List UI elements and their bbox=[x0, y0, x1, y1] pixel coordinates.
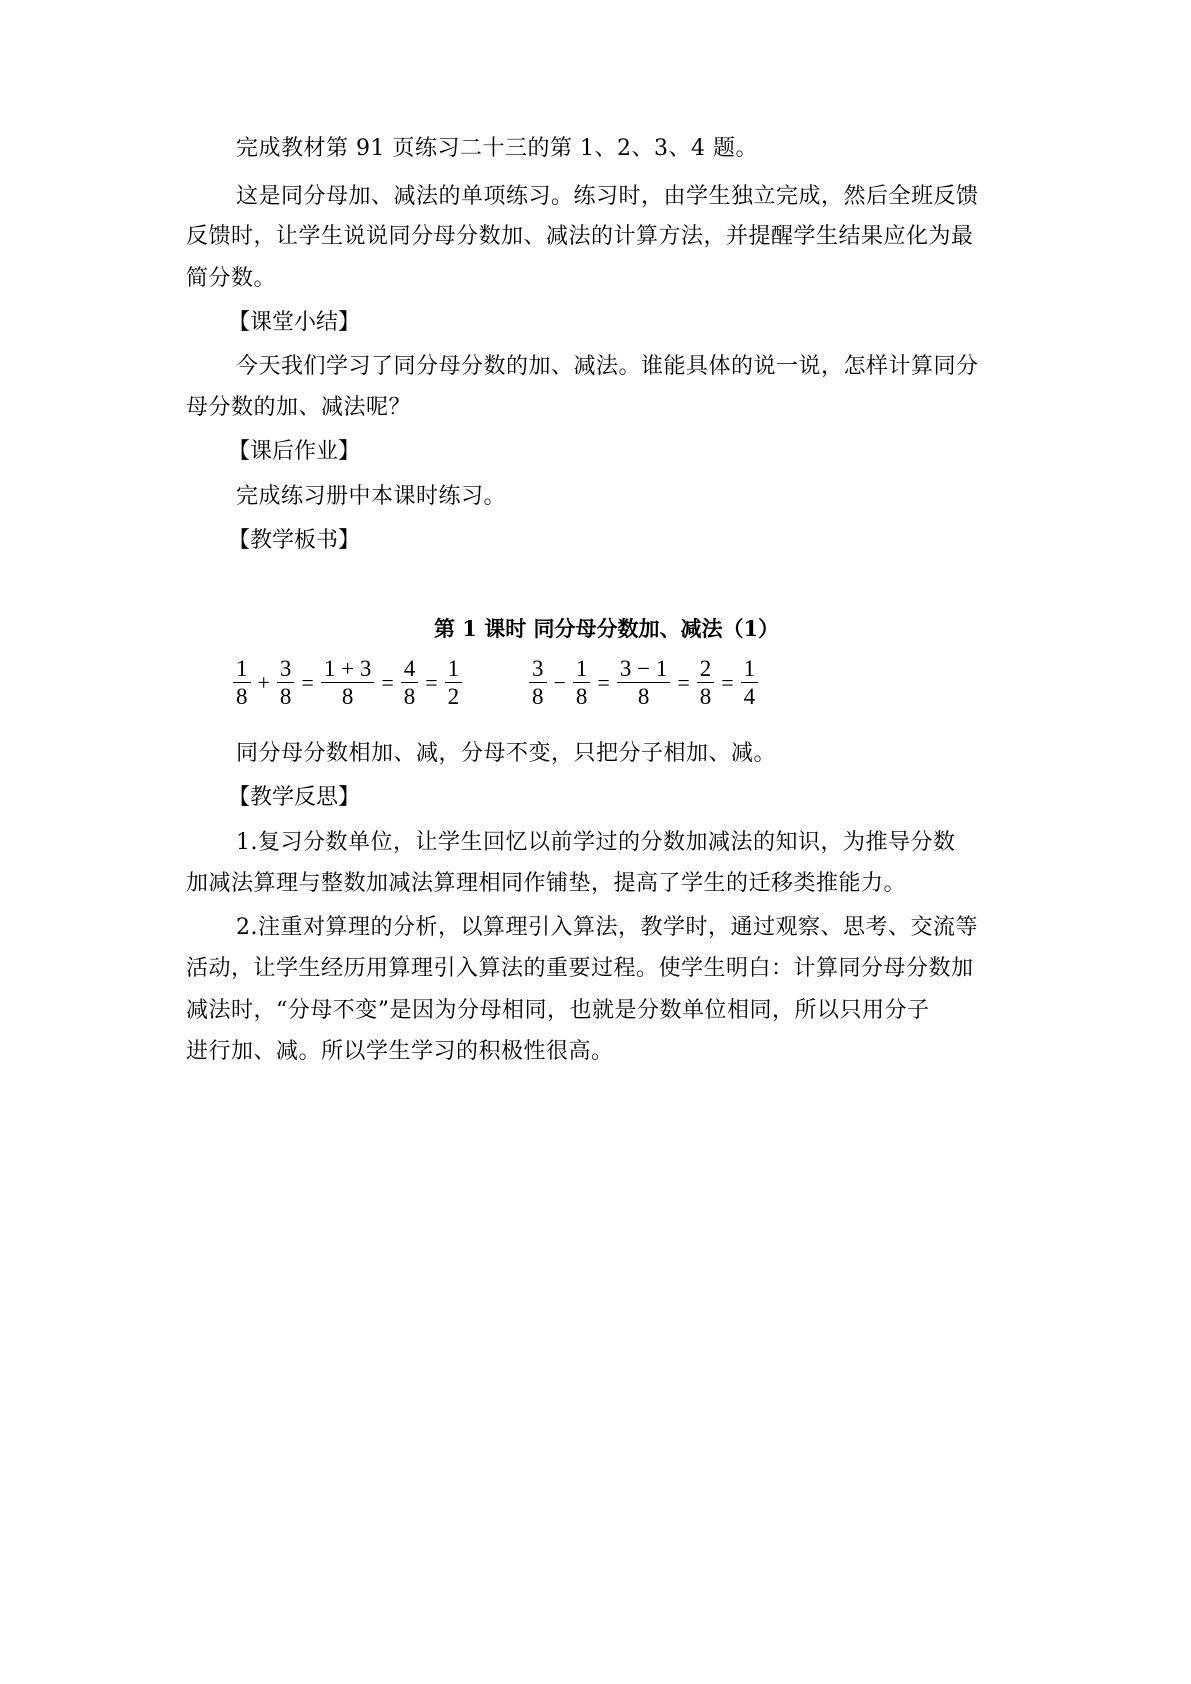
reflection-2-line-1: 2.注重对算理的分析，以算理引入算法，教学时，通过观察、思考、交流等 bbox=[236, 915, 978, 940]
denominator: 8 bbox=[279, 684, 292, 709]
fraction bbox=[445, 656, 463, 710]
numerator: 1 bbox=[445, 656, 463, 683]
board-heading: 【教学板书】 bbox=[228, 528, 361, 553]
equals-sign: = bbox=[597, 670, 610, 695]
equals-sign: = bbox=[721, 670, 734, 695]
reflection-heading: 【教学反思】 bbox=[228, 785, 361, 810]
reflection-2-line-2: 活动，让学生经历用算理引入算法的重要过程。使学生明白：计算同分母分数加 bbox=[186, 956, 974, 981]
fraction bbox=[573, 656, 591, 710]
equals-sign: = bbox=[425, 670, 438, 695]
numerator: 4 bbox=[401, 656, 419, 683]
reflection-1-line-2: 加减法算理与整数加减法算理相同作铺垫，提高了学生的迁移类推能力。 bbox=[186, 871, 907, 896]
summary-heading: 【课堂小结】 bbox=[228, 310, 361, 335]
fraction bbox=[277, 656, 295, 710]
numerator: 1 bbox=[741, 656, 759, 683]
board-rule: 同分母分数相加、减，分母不变，只把分子相加、减。 bbox=[236, 741, 777, 766]
fraction bbox=[321, 656, 374, 710]
paragraph-practice-line-2: 反馈时，让学生说说同分母分数加、减法的计算方法，并提醒学生结果应化为最 bbox=[186, 224, 974, 249]
denominator: 8 bbox=[532, 684, 544, 709]
paragraph-exercise: 完成教材第 91 页练习二十三的第 1、2、3、4 题。 bbox=[236, 136, 758, 161]
denominator: 8 bbox=[236, 684, 248, 709]
board-title: 第 1 课时 同分母分数加、减法（1） bbox=[434, 616, 780, 641]
minus-sign: − bbox=[553, 670, 566, 695]
reflection-2-line-3: 减法时，“分母不变”是因为分母相同，也就是分数单位相同，所以只用分子 bbox=[186, 998, 930, 1023]
numerator: 1 bbox=[233, 656, 251, 683]
denominator: 8 bbox=[699, 684, 712, 709]
denominator: 2 bbox=[447, 684, 460, 709]
numerator: 1 + 3 bbox=[321, 656, 374, 683]
equation-subtraction bbox=[526, 655, 761, 711]
equals-sign: = bbox=[677, 670, 690, 695]
equation-addition bbox=[230, 655, 465, 711]
fraction bbox=[401, 656, 419, 710]
equals-sign: = bbox=[381, 670, 394, 695]
fraction bbox=[233, 656, 251, 710]
fraction bbox=[697, 656, 715, 710]
reflection-2-line-4: 进行加、减。所以学生学习的积极性很高。 bbox=[186, 1039, 614, 1064]
plus-sign: + bbox=[257, 670, 270, 695]
denominator: 4 bbox=[743, 684, 756, 709]
summary-line-1: 今天我们学习了同分母分数的加、减法。谁能具体的说一说，怎样计算同分 bbox=[236, 354, 979, 379]
fraction bbox=[617, 656, 670, 710]
numerator: 3 bbox=[277, 656, 295, 683]
fraction bbox=[529, 656, 547, 710]
denominator: 8 bbox=[575, 684, 588, 709]
summary-line-2: 母分数的加、减法呢？ bbox=[186, 395, 412, 420]
numerator: 1 bbox=[573, 656, 591, 683]
equals-sign: = bbox=[301, 670, 314, 695]
fraction bbox=[741, 656, 759, 710]
paragraph-practice-line-1: 这是同分母加、减法的单项练习。练习时，由学生独立完成，然后全班反馈 bbox=[236, 184, 979, 209]
homework-text: 完成练习册中本课时练习。 bbox=[236, 484, 507, 509]
reflection-1-line-1: 1.复习分数单位，让学生回忆以前学过的分数加减法的知识，为推导分数 bbox=[236, 830, 956, 855]
denominator: 8 bbox=[403, 684, 416, 709]
numerator: 2 bbox=[697, 656, 715, 683]
numerator: 3 bbox=[529, 656, 547, 683]
denominator: 8 bbox=[637, 684, 650, 709]
paragraph-practice-line-3: 简分数。 bbox=[186, 266, 277, 291]
numerator: 3 − 1 bbox=[617, 656, 670, 683]
denominator: 8 bbox=[341, 684, 354, 709]
homework-heading: 【课后作业】 bbox=[228, 439, 361, 464]
